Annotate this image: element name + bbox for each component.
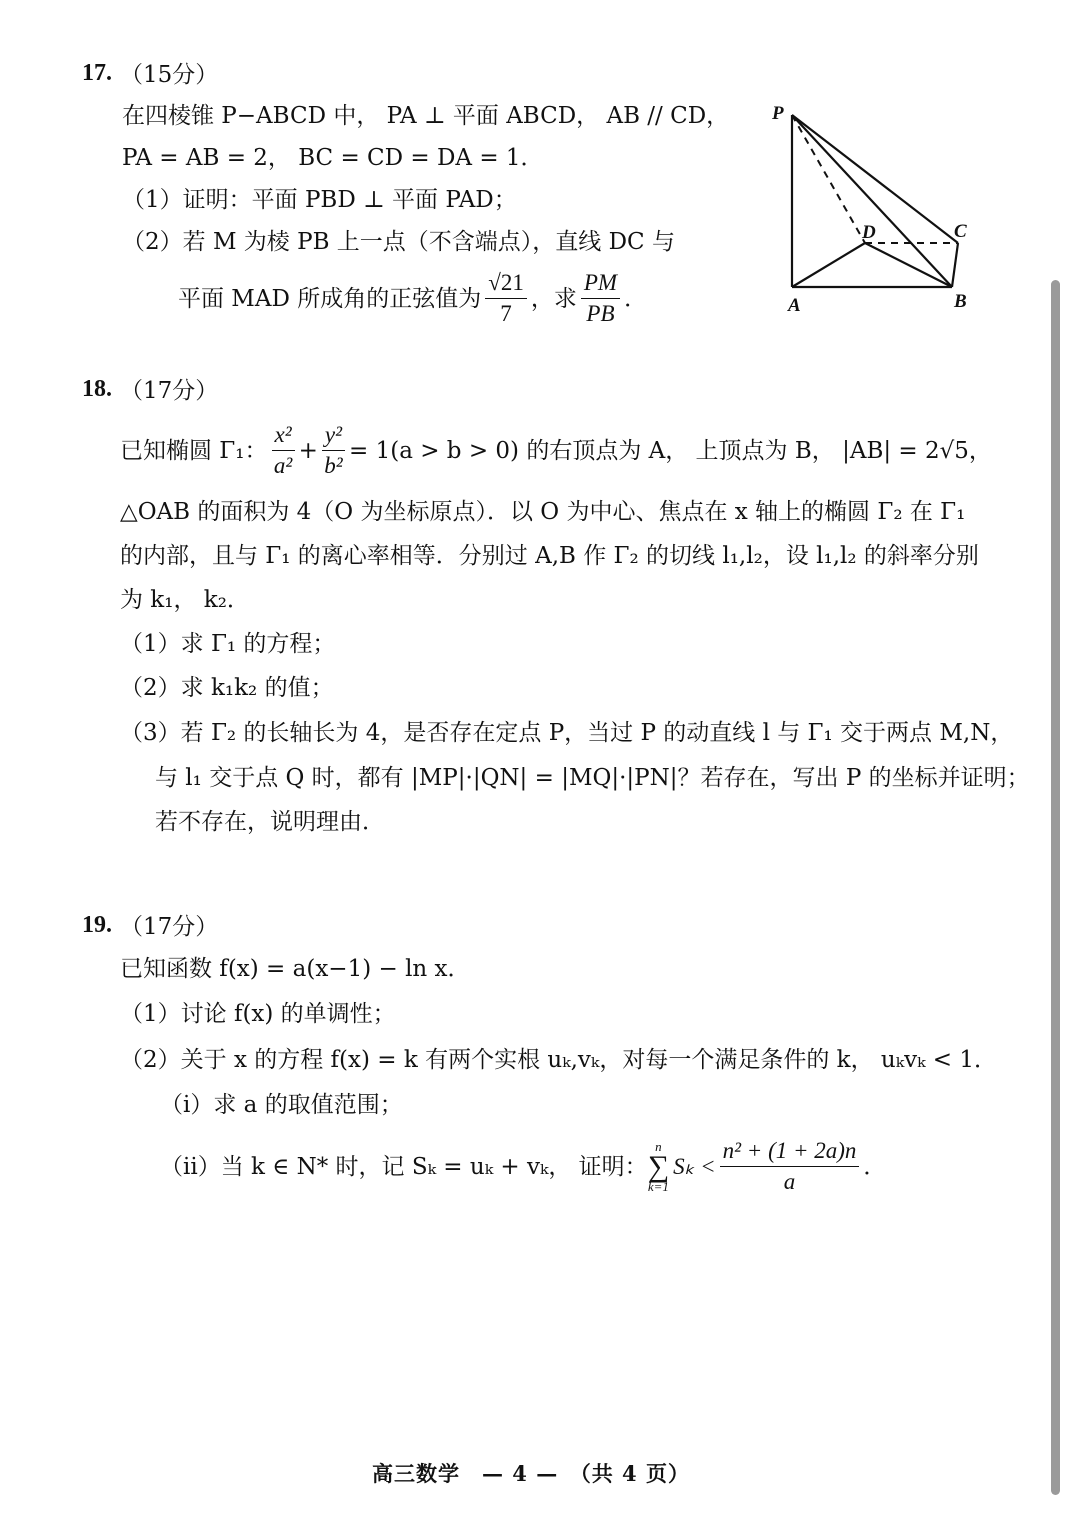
edge-db: [865, 243, 952, 287]
q19-line-1: 已知函数 f(x) = a(x−1) − ln x．: [120, 956, 471, 982]
label-p: P: [772, 103, 784, 124]
sigma-upper: n: [655, 1138, 662, 1154]
q17-part-2b-mid: ，求: [530, 285, 577, 312]
q18-line-3: 的内部，且与 Γ₁ 的离心率相等．分别过 A,B 作 Γ₂ 的切线 l₁,l₂，设 l₁,l₂ 的斜率分别: [120, 543, 979, 569]
sigma-symbol: ∑: [647, 1149, 670, 1183]
q17-part-2: （2）若 M 为棱 PB 上一点（不含端点），直线 DC 与: [122, 229, 675, 255]
q18-part-2: （2）求 k₁k₂ 的值；: [120, 675, 334, 701]
q17-part-2b-end: ．: [624, 285, 648, 312]
q19-part-ii: [160, 1136, 886, 1197]
q19-frac-num: n² + (1 + 2a)n: [720, 1136, 860, 1167]
q18-line-2: △OAB 的面积为 4（O 为坐标原点）．以 O 为中心、焦点在 x 轴上的椭圆 Γ₂ 在 Γ₁: [120, 499, 966, 525]
q19-score: （17分）: [120, 914, 219, 940]
sigma-lower: k=1: [647, 1178, 669, 1194]
q18-part-3c: 若不存在，说明理由．: [155, 809, 385, 835]
q18-fraction-x2-a2: [272, 420, 295, 481]
q18-fx-num: x²: [272, 420, 295, 451]
q17-fraction-pm-over-pb: [581, 268, 620, 329]
q19-number: 19.: [82, 912, 112, 938]
q17-frac2-num: PM: [581, 268, 620, 299]
q18-part-3a: （3）若 Γ₂ 的长轴长为 4，是否存在定点 P，当过 P 的动直线 l 与 Γ₁ 交于两点 M,N，: [120, 720, 1014, 746]
edge-ad: [792, 243, 865, 287]
q19-summation: [648, 1140, 669, 1194]
edge-pb: [792, 115, 952, 287]
q17-part-2b: [178, 268, 647, 329]
q19-fraction: [720, 1136, 860, 1197]
q17-fraction-sqrt21-over-7: [485, 268, 527, 329]
q17-part-1: （1）证明：平面 PBD ⊥ 平面 PAD；: [122, 187, 517, 213]
edge-pd-hidden: [792, 115, 865, 243]
pyramid-figure: [760, 95, 990, 325]
q18-plus: +: [298, 437, 318, 464]
q19-part-ii-end: ．: [863, 1153, 887, 1180]
q18-line-1: [120, 420, 992, 481]
label-b: B: [954, 291, 967, 312]
q17-frac1-num: √21: [485, 268, 527, 299]
q19-part-1: （1）讨论 f(x) 的单调性；: [120, 1001, 396, 1027]
q18-line-4: 为 k₁， k₂．: [120, 587, 250, 613]
q17-number: 17.: [82, 60, 112, 86]
q18-fraction-y2-b2: [322, 420, 345, 481]
q19-part-2: （2）关于 x 的方程 f(x) = k 有两个实根 uₖ,vₖ，对每一个满足条件的 k， uₖvₖ < 1．: [120, 1047, 997, 1073]
q17-frac1-den: 7: [500, 301, 512, 326]
q17-score: （15分）: [120, 62, 219, 88]
q18-fy-num: y²: [322, 420, 345, 451]
q19-part-i: （i）求 a 的取值范围；: [160, 1092, 403, 1118]
q18-part-1: （1）求 Γ₁ 的方程；: [120, 631, 336, 657]
q18-line1-pre: 已知椭圆 Γ₁：: [120, 437, 268, 464]
q18-number: 18.: [82, 376, 112, 402]
q19-frac-den: a: [783, 1169, 796, 1194]
label-a: A: [788, 295, 801, 316]
q17-part-2b-text: 平面 MAD 所成角的正弦值为: [178, 285, 482, 312]
q19-sigma-term: Sₖ <: [673, 1153, 716, 1179]
q18-line1-post: = 1(a > b > 0) 的右顶点为 A， 上顶点为 B， |AB| = 2√5，: [349, 437, 992, 464]
q17-stem-1: 在四棱锥 P−ABCD 中， PA ⊥ 平面 ABCD， AB // CD，: [122, 103, 730, 129]
label-c: C: [954, 221, 967, 242]
q17-frac2-den: PB: [586, 301, 615, 326]
q18-fy-den: b²: [324, 453, 343, 478]
q18-fx-den: a²: [273, 453, 293, 478]
q19-part-ii-pre: （ii）当 k ∈ N* 时，记 Sₖ = uₖ + vₖ， 证明：: [160, 1153, 648, 1180]
edge-cb: [952, 243, 958, 287]
label-d: D: [862, 222, 876, 243]
q18-part-3b: 与 l₁ 交于点 Q 时，都有 |MP|·|QN| = |MQ|·|PN|？若存在，写出 P 的坐标并证明；: [155, 765, 1030, 791]
vertical-scrollbar[interactable]: [1051, 280, 1060, 1495]
q18-score: （17分）: [120, 378, 219, 404]
q17-stem-2: PA = AB = 2， BC = CD = DA = 1．: [122, 145, 544, 171]
page-footer: 高三数学 — 4 — （共 4 页）: [372, 1461, 690, 1486]
